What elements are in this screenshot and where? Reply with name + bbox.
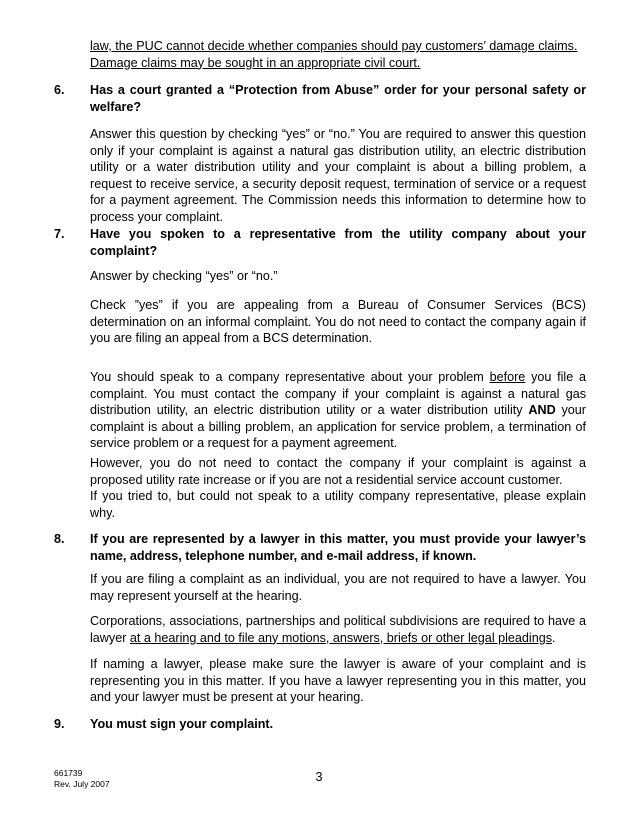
q7-title: Have you spoken to a representative from the utility company about your complaint? [90, 227, 586, 258]
page-number: 3 [315, 770, 323, 784]
q9-number: 9. [54, 717, 65, 731]
q7-paragraph-4: However, you do not need to contact the company if your complaint is against a proposed utility rate increase or if you are not a residential service account customer. [90, 456, 586, 487]
q7-paragraph-2: Check ”yes” if you are appealing from a Bureau of Consumer Services (BCS) determination on an informal complaint. You do not need to contact the company again if you are filing an appeal from a BCS determination. [90, 298, 586, 345]
q7-p3-before: before [489, 370, 526, 384]
q8-paragraph-3: If naming a lawyer, please make sure the lawyer is aware of your complaint and is representing you in this matter. If you have a lawyer representing you in this matter, you and your lawyer must be present at your hearing. [90, 657, 586, 704]
q7-p3-and: AND [528, 403, 556, 417]
q7-paragraph-1: Answer by checking “yes” or “no.” [90, 269, 278, 283]
q8-paragraph-1: If you are filing a complaint as an individual, you are not required to have a lawyer. You may represent yourself at the hearing. [90, 572, 586, 603]
q8-title: If you are represented by a lawyer in this matter, you must provide your lawyer’s name, address, telephone number, and e-mail address, if known. [90, 532, 586, 563]
intro-line-1: law, the PUC cannot decide whether companies should pay customers’ damage claims. [90, 39, 578, 53]
q6-number: 6. [54, 83, 65, 97]
q7-paragraph-3 [90, 369, 586, 452]
q7-number: 7. [54, 227, 65, 241]
q8-paragraph-2 [90, 613, 586, 646]
footer-revision: Rev. July 2007 [54, 779, 110, 789]
q7-p3-part-c: your complaint is about a billing problem, an application for service problem, a termination of service problem or a request for a payment agreement. [90, 403, 587, 450]
q8-number: 8. [54, 532, 65, 546]
q7-p3-part-b: you file a complaint. You must contact the company if your complaint is against a natural gas distribution utility, an electric distribution utility or a water distribution utility [90, 370, 587, 417]
q9-title: You must sign your complaint. [90, 717, 274, 731]
q8-p2-part-b: . [552, 630, 556, 645]
intro-line-2: Damage claims may be sought in an appropriate civil court. [90, 55, 421, 70]
q8-p2-underlined: at a hearing and to file any motions, answers, briefs or other legal pleadings [129, 630, 553, 645]
q6-title: Has a court granted a “Protection from Abuse” order for your personal safety or welfare? [90, 83, 586, 114]
q7-p3-part-a: You should speak to a company representative about your problem [90, 370, 490, 384]
intro-paragraph [90, 38, 586, 71]
q6-body: Answer this question by checking “yes” or “no.” You are required to answer this question only if your complaint is against a natural gas distribution utility, an electric distribution utility or a water distribution utility and your complaint is about a billing problem, a request to receive service, a security deposit request, termination of service or a request for a payment agreement. The Commission needs this information to determine how to process your complaint. [90, 127, 586, 224]
q7-paragraph-5: If you tried to, but could not speak to a utility company representative, please explain why. [90, 489, 586, 520]
footer-doc-id: 661739 [54, 768, 83, 778]
q8-p2-part-a: Corporations, associations, partnerships and political subdivisions are required to have a lawyer [90, 614, 586, 645]
